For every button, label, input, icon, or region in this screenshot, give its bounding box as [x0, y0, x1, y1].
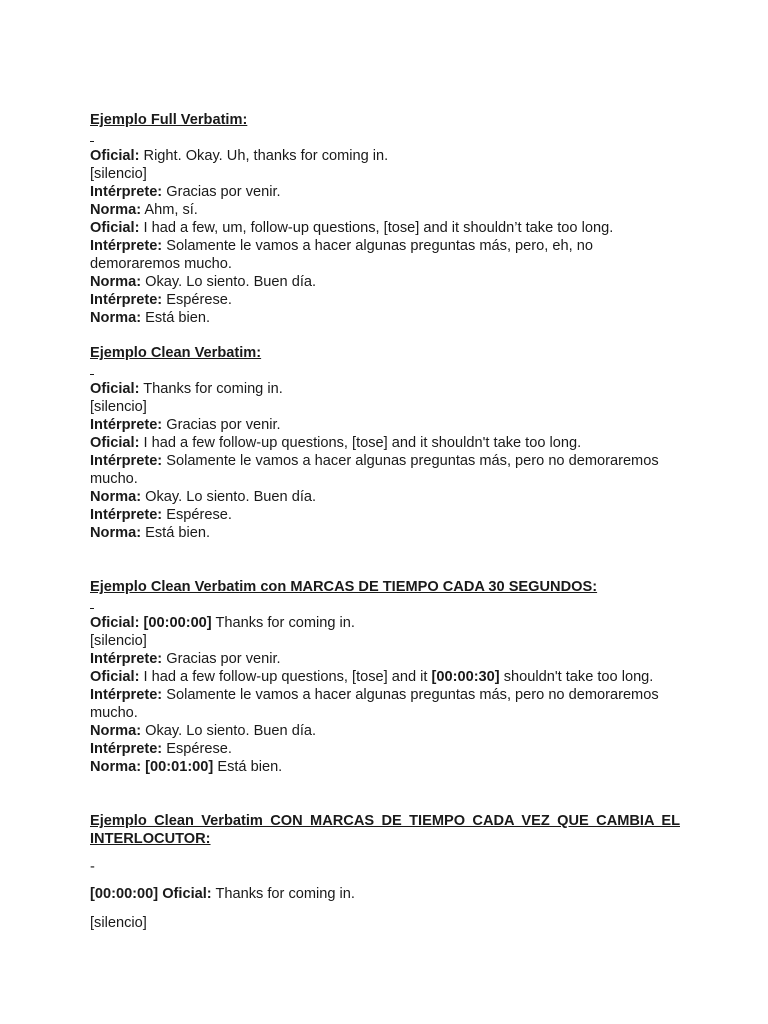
utterance: [silencio] [90, 399, 147, 415]
speaker-label: Norma: [90, 202, 142, 218]
speaker-label: Oficial: [90, 669, 140, 685]
transcript-line [90, 488, 680, 506]
transcript-line [90, 309, 680, 327]
speaker-label: Norma: [90, 310, 142, 326]
utterance: Okay. Lo siento. Buen día. [141, 723, 317, 739]
section-heading: Ejemplo Clean Verbatim: [90, 345, 262, 361]
speaker-label: Oficial: [90, 220, 140, 236]
utterance: [silencio] [90, 915, 147, 931]
transcript-line [90, 416, 680, 434]
transcript-line [90, 219, 680, 237]
utterance: Está bien. [141, 310, 211, 326]
speaker-label: Oficial: [00:00:00] [90, 615, 212, 631]
utterance: Ahm, sí. [141, 202, 198, 218]
speaker-label: Norma: [00:01:00] [90, 759, 214, 775]
utterance: Okay. Lo siento. Buen día. [141, 489, 317, 505]
section-heading: Ejemplo Clean Verbatim CON MARCAS DE TIEMPO CADA VEZ QUE CAMBIA EL INTERLOCUTOR: [90, 813, 680, 847]
transcript-line [90, 165, 680, 183]
speaker-label: Norma: [90, 274, 142, 290]
utterance: Gracias por venir. [162, 184, 281, 200]
transcript-line [90, 686, 680, 722]
speaker-label: Norma: [90, 723, 142, 739]
utterance: Right. Okay. Uh, thanks for coming in. [139, 148, 389, 164]
dash-text: - [90, 859, 95, 875]
utterance: I had a few follow-up questions, [tose] and it shouldn't take too long. [139, 435, 582, 451]
utterance: Solamente le vamos a hacer algunas preguntas más, pero no demoraremos mucho. [90, 453, 659, 487]
transcript-line [90, 291, 680, 309]
speaker-label: Norma: [90, 525, 142, 541]
utterance: I had a few, um, follow-up questions, [tose] and it shouldn’t take too long. [139, 220, 614, 236]
transcript-line [90, 740, 680, 758]
speaker-label: Intérprete: [90, 184, 163, 200]
speaker-label: Intérprete: [90, 507, 163, 523]
transcript-line [90, 722, 680, 740]
utterance: Está bien. [141, 525, 211, 541]
speaker-label: Intérprete: [90, 238, 163, 254]
transcript-line [90, 758, 680, 776]
section-timestamps-30s [90, 578, 680, 776]
transcript-line [90, 147, 680, 165]
utterance: Solamente le vamos a hacer algunas preguntas más, pero no demoraremos mucho. [90, 687, 659, 721]
blank-marker [90, 596, 680, 614]
utterance: Espérese. [162, 741, 232, 757]
timestamp: [00:00:30] [431, 669, 500, 685]
speaker-label: Oficial: [90, 435, 140, 451]
speaker-label: Intérprete: [90, 741, 163, 757]
transcript-line [90, 273, 680, 291]
utterance: Espérese. [162, 507, 232, 523]
document-page [90, 111, 680, 943]
section-full-verbatim [90, 111, 680, 327]
utterance: Thanks for coming in. [211, 886, 355, 902]
utterance: Thanks for coming in. [139, 381, 283, 397]
section-timestamps-speaker-change [90, 812, 680, 932]
utterance: Gracias por venir. [162, 651, 281, 667]
speaker-label: Oficial: [90, 381, 140, 397]
utterance: [silencio] [90, 633, 147, 649]
utterance: Solamente le vamos a hacer algunas preguntas más, pero, eh, no demoraremos mucho. [90, 238, 593, 272]
utterance: Gracias por venir. [162, 417, 281, 433]
transcript-line [90, 506, 680, 524]
speaker-label: Intérprete: [90, 417, 163, 433]
transcript-line [90, 452, 680, 488]
utterance: Okay. Lo siento. Buen día. [141, 274, 317, 290]
transcript-line [90, 885, 680, 903]
utterance: [silencio] [90, 166, 147, 182]
transcript-line [90, 524, 680, 542]
section-clean-verbatim [90, 344, 680, 542]
transcript-line [90, 632, 680, 650]
transcript-line [90, 668, 680, 686]
transcript-line [90, 434, 680, 452]
transcript-line [90, 380, 680, 398]
transcript-line [90, 650, 680, 668]
transcript-line [90, 398, 680, 416]
blank-marker [90, 362, 680, 380]
speaker-label: Oficial: [90, 148, 140, 164]
transcript-line [90, 183, 680, 201]
section-heading: Ejemplo Clean Verbatim con MARCAS DE TIEMPO CADA 30 SEGUNDOS: [90, 579, 598, 595]
transcript-line [90, 614, 680, 632]
utterance: shouldn't take too long. [499, 669, 654, 685]
utterance: I had a few follow-up questions, [tose] and it [139, 669, 432, 685]
speaker-label: Intérprete: [90, 687, 163, 703]
utterance: Está bien. [213, 759, 283, 775]
transcript-line [90, 237, 680, 273]
transcript-line [90, 201, 680, 219]
section-heading: Ejemplo Full Verbatim: [90, 112, 248, 128]
speaker-label: Intérprete: [90, 453, 163, 469]
speaker-label: Intérprete: [90, 292, 163, 308]
utterance: Thanks for coming in. [211, 615, 355, 631]
transcript-line [90, 914, 680, 932]
utterance: Espérese. [162, 292, 232, 308]
speaker-label: Intérprete: [90, 651, 163, 667]
speaker-label: Norma: [90, 489, 142, 505]
blank-marker [90, 129, 680, 147]
speaker-label: [00:00:00] Oficial: [90, 886, 212, 902]
